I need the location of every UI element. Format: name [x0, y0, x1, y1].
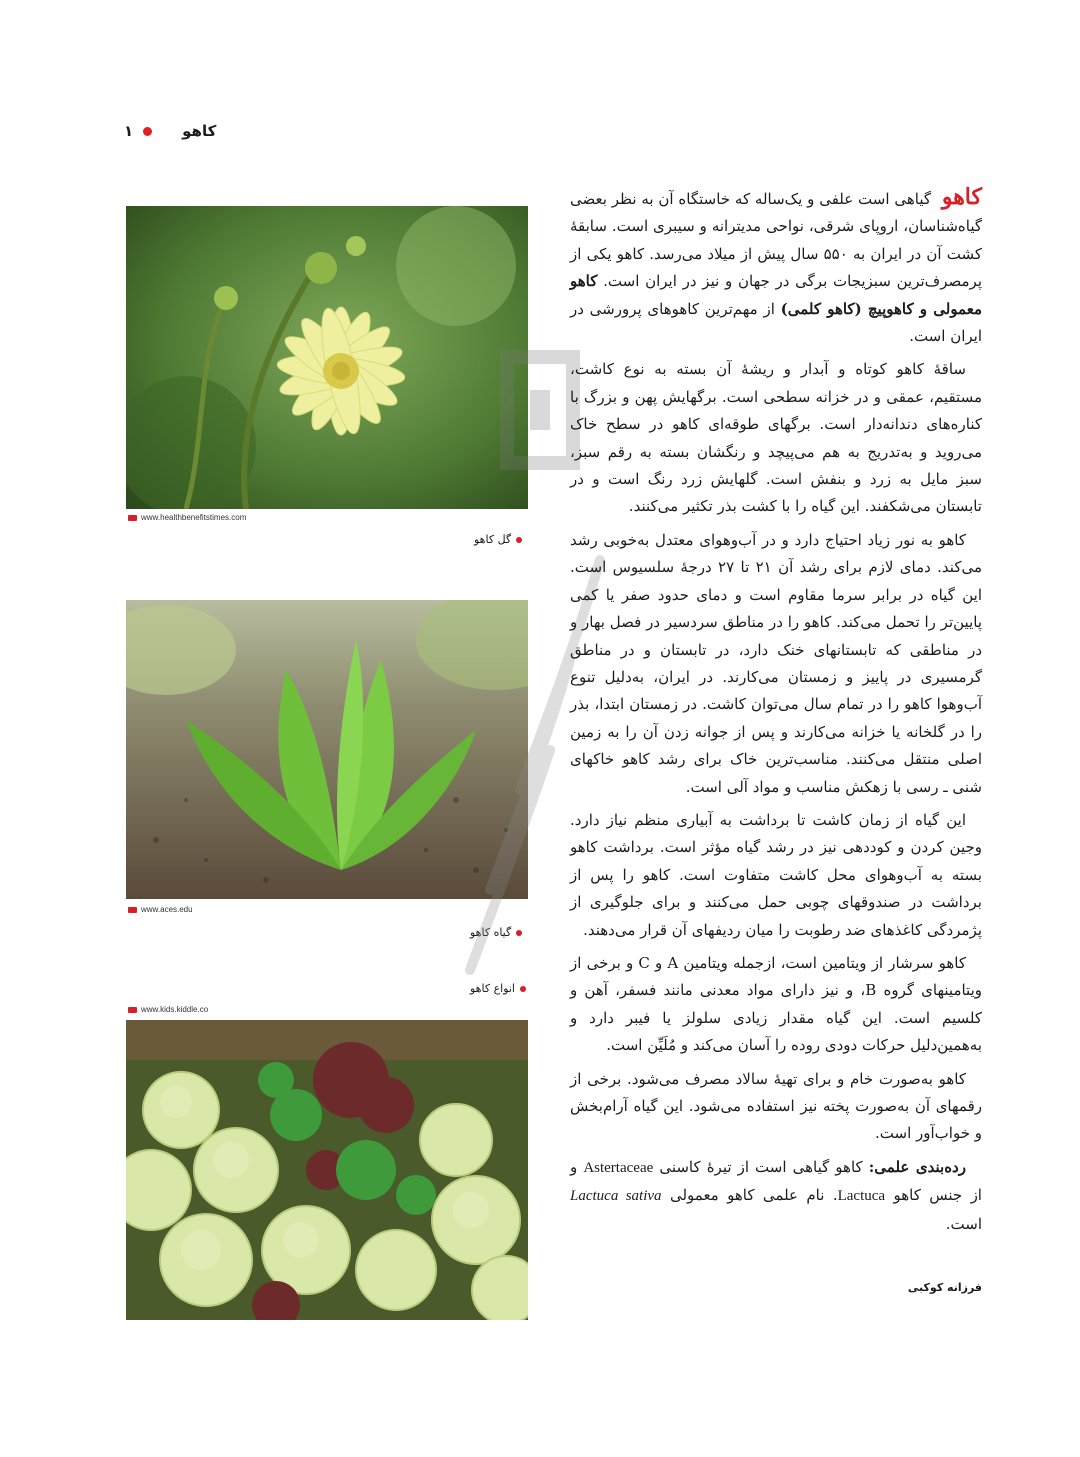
bold-text: کاهو معمولی و کاهوپیچ (کاهو کلمی)	[570, 272, 983, 318]
camera-icon	[128, 907, 137, 913]
paragraph	[570, 1154, 982, 1238]
text-run: از مهم‌ترین کاهوهای پرورشی در ایران است.	[570, 299, 982, 346]
credit-text: www.healthbenefitstimes.com	[141, 513, 247, 522]
caption-text: گل کاهو	[474, 533, 512, 546]
figure-caption	[470, 982, 526, 995]
page-header	[124, 122, 216, 140]
paragraph: کاهو به‌صورت خام و برای تهیهٔ سالاد مصرف می‌شود. برخی از رقمهای آن به‌صورت پخته نیز استفاده می‌شود. این گیاه آرام‌بخش و خواب‌آور است.	[570, 1069, 982, 1143]
bullet-icon	[516, 537, 522, 543]
figure-caption	[470, 926, 522, 939]
page-number: ۱	[124, 122, 134, 140]
photo-credit	[128, 905, 193, 914]
latin-term: Astertaceae	[583, 1159, 654, 1176]
camera-icon	[128, 1007, 137, 1013]
lettuce-varieties-photo	[126, 1020, 528, 1320]
credit-text: www.aces.edu	[141, 905, 193, 914]
photo-credit	[128, 1005, 208, 1014]
camera-icon	[128, 515, 137, 521]
paragraph	[570, 184, 982, 350]
page-title: کاهو	[182, 122, 217, 140]
text-run: است.	[945, 1214, 982, 1233]
latin-term: Lactuca	[837, 1188, 886, 1205]
bold-text: رده‌بندی علمی:	[868, 1157, 966, 1176]
bullet-icon	[520, 986, 526, 992]
text-run: گیاهی است علفی و یک‌ساله که خاستگاه آن به نظر بعضی گیاه‌شناسان، اروپای شرقی، نواحی مدیترانه و سیبری است. سابقهٔ کشت آن در ایران به ۵۵۰ سال پیش از میلاد می‌رسد. کاهو یکی از پرمصرف‌ترین سبزیجات برگی در جهان و نیز در ایران است.	[570, 190, 983, 291]
paragraph: کاهو سرشار از ویتامین است، ازجمله ویتامین A و C و برخی از ویتامینهای گروه B، و نیز دارای مواد معدنی مانند فسفر، آهن و کلسیم است. این گیاه مقدار زیادی سلولز یا فیبر دارد و به‌همین‌دلیل حرکات دودی روده را آسان می‌کند و مُلَیِّن است.	[570, 953, 982, 1055]
lead-word: کاهو	[941, 184, 982, 210]
text-run: کاهو گیاهی است از تیرهٔ کاسنی	[659, 1157, 863, 1176]
lettuce-plant-photo	[126, 600, 528, 899]
credit-text: www.kids.kiddle.co	[141, 1005, 209, 1014]
photo-credit	[128, 513, 246, 522]
header-dot-icon	[143, 127, 152, 136]
author-name: فرزانه کوکبی	[907, 1281, 982, 1294]
latin-term: Lactuca sativa	[570, 1188, 662, 1205]
text-run: و از جنس کاهو	[570, 1157, 982, 1205]
paragraph: این گیاه از زمان کاشت تا برداشت به آبیاری منظم نیاز دارد. وجین کردن و کوددهی نیز در رشد گیاه مؤثر است. برداشت کاهو بسته به آب‌وهوای محل کاشت متفاوت است. کاهو را پس از برداشت در صندوقهای چوبی حمل می‌کنند و برای جلوگیری از پژمردگی کاغذهای ضد رطوبت را میان ردیفهای آن قرار می‌دهند.	[570, 810, 982, 939]
figure-caption	[474, 533, 522, 546]
paragraph: ساقهٔ کاهو کوتاه و آبدار و ریشهٔ آن بسته به نوع کاشت، مستقیم، عمقی و در خزانه سطحی است. برگهایش پهن و بزرگ با کناره‌های دندانه‌دار است. برگهای طوقه‌ای کاهو در سطح خاک می‌روید و به‌تدریج به هم می‌پیچد و رنگشان بسته به رقم سبز، سبز مایل به زرد و بنفش است. گلهایش زرد رنگ است و در تابستان می‌شکفند. این گیاه را با کشت بذر تکثیر می‌کنند.	[570, 360, 982, 516]
article-body	[570, 184, 982, 1244]
caption-text: گیاه کاهو	[470, 926, 512, 939]
caption-text: انواع کاهو	[470, 982, 515, 995]
paragraph: کاهو به نور زیاد احتیاج دارد و در آب‌وهوای معتدل به‌خوبی رشد می‌کند. دمای لازم برای رشد آن ۲۱ تا ۲۷ درجهٔ سلسیوس است. این گیاه در برابر سرما مقاوم است و دمای حدود صفر یا کمی پایین‌تر را تحمل می‌کند. کاهو را در مناطق سردسیر در فصل بهار و در مناطقی که تابستانهای خنک دارد، در تابستان و در مناطق گرمسیری در پاییز و زمستان می‌کارند. در ایران، به‌دلیل تنوع آب‌وهوا کاهو را در تمام سال می‌توان کاشت. در زمستان ابتدا، بذر را در گلخانه یا خزانه می‌کارند و پس از جوانه زدن آن را به زمین اصلی منتقل می‌کنند. مناسب‌ترین خاک برای رشد کاهو خاکهای شنی ـ رسی با زهکش مناسب و مواد آلی است.	[570, 530, 983, 796]
lettuce-flower-photo	[126, 206, 528, 509]
text-run: . نام علمی کاهو معمولی	[669, 1186, 838, 1205]
bullet-icon	[516, 930, 522, 936]
